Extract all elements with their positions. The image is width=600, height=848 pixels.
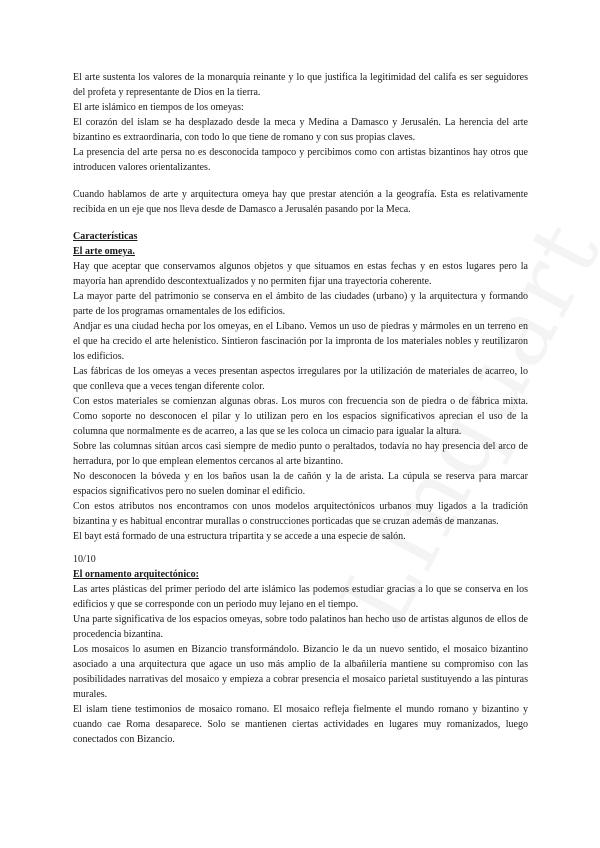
ornament-paragraph: Las artes plásticas del primer periodo del arte islámico las podemos estudiar gracias a lo que se conserva en los edificios y que se corresponde con un periodo muy lejano en el tiempo. (73, 584, 528, 610)
characteristics-paragraph: Andjar es una ciudad hecha por los omeyas, en el Líbano. Vemos un uso de piedras y mármoles en un terreno en el que ha crecido el arte helenístico. Sintieron fascinación por la impronta de los materiales nobles y reutilizaron los edificios. (73, 321, 528, 362)
intro-paragraph-5: Cuando hablamos de arte y arquitectura omeya hay que prestar atención a la geografía. Esta es relativamente recibida en un eje que nos lleva desde de Damasco a Jerusalén pasando por la Meca. (73, 189, 528, 215)
ornament-paragraph: Una parte significativa de los espacios omeyas, sobre todo palatinos han hecho uso de artistas algunos de ellos de procedencia bizantina. (73, 614, 528, 640)
characteristics-paragraph: Hay que aceptar que conservamos algunos objetos y que situamos en estas fechas y en estos lugares pero la mayoría han aprendido descontextualizados y no permiten fijar una trayectoria coherente. (73, 261, 528, 287)
intro-paragraph-3: El corazón del islam se ha desplazado desde la meca y Medina a Damasco y Jerusalén. La herencia del arte bizantino es extraordinaria, con todo lo que tiene de romano y con sus propias claves. (73, 117, 528, 143)
document-page (73, 70, 528, 747)
characteristics-paragraph: El bayt está formado de una estructura tripartita y se accede a una especie de salón. (73, 531, 406, 542)
characteristics-paragraph: Sobre las columnas sitúan arcos casi siempre de medio punto o peraltados, todavía no hay presencia del arco de herradura, por lo que emplean elementos cercanos al arte bizantino. (73, 441, 528, 467)
characteristics-paragraph: Las fábricas de los omeyas a veces presentan aspectos irregulares por la utilización de materiales de acarreo, lo que conlleva que a veces tengan diferente color. (73, 366, 528, 392)
characteristics-paragraph: Con estos atributos nos encontramos con unos modelos arquitectónicos urbanos muy ligados a la tradición bizantina y es habitual encontrar murallas o construcciones porticadas que se cruzan además de manzanas. (73, 501, 528, 527)
section-heading-characteristics: Características (73, 231, 138, 242)
intro-paragraph-4: La presencia del arte persa no es desconocida tampoco y percibimos como con artistas bizantinos hay otros que introducen valores orientalizantes. (73, 147, 528, 173)
subheading-arte-omeya: El arte omeya. (73, 246, 135, 257)
intro-paragraph-2: El arte islámico en tiempos de los omeyas: (73, 102, 244, 113)
intro-paragraph-1: El arte sustenta los valores de la monarquía reinante y lo que justifica la legitimidad del califa es ser seguidores del profeta y representante de Dios en la tierra. (73, 72, 528, 98)
section-date: 10/10 (73, 554, 96, 565)
characteristics-paragraph: Con estos materiales se comienzan algunas obras. Los muros con frecuencia son de piedra o de fábrica mixta. Como soporte no desconocen el pilar y lo utilizan pero en los espacios significativos aprecian el uso de la columna que normalmente es de acarreo, a las que se les coloca un cimacio para igualar la altura. (73, 396, 528, 437)
ornament-paragraph: Los mosaicos lo asumen en Bizancio transformándolo. Bizancio le da un nuevo sentido, el mosaico bizantino asociado a una arquitectura que agace un uso más amplio de la albañilería mantiene su compromiso con las posibilidades narrativas del mosaico y empieza a cobrar presencia el mosaico parietal sustituyendo a las pinturas murales. (73, 644, 528, 700)
ornament-paragraph: El islam tiene testimonios de mosaico romano. El mosaico refleja fielmente el mundo romano y bizantino y cuando cae Roma desaparece. Solo se mantienen ciertas actividades en lugares muy romanizados, luego conectados con Bizancio. (73, 704, 528, 745)
section-heading-ornament: El ornamento arquitectónico: (73, 569, 199, 580)
characteristics-paragraph: No desconocen la bóveda y en los baños usan la de cañón y la de arista. La cúpula se reserva para marcar espacios significativos pero no suelen dominar el edificio. (73, 471, 528, 497)
characteristics-paragraph: La mayor parte del patrimonio se conserva en el ámbito de las ciudades (urbano) y la arquitectura y formando parte de los programas ornamentales de los edificios. (73, 291, 528, 317)
